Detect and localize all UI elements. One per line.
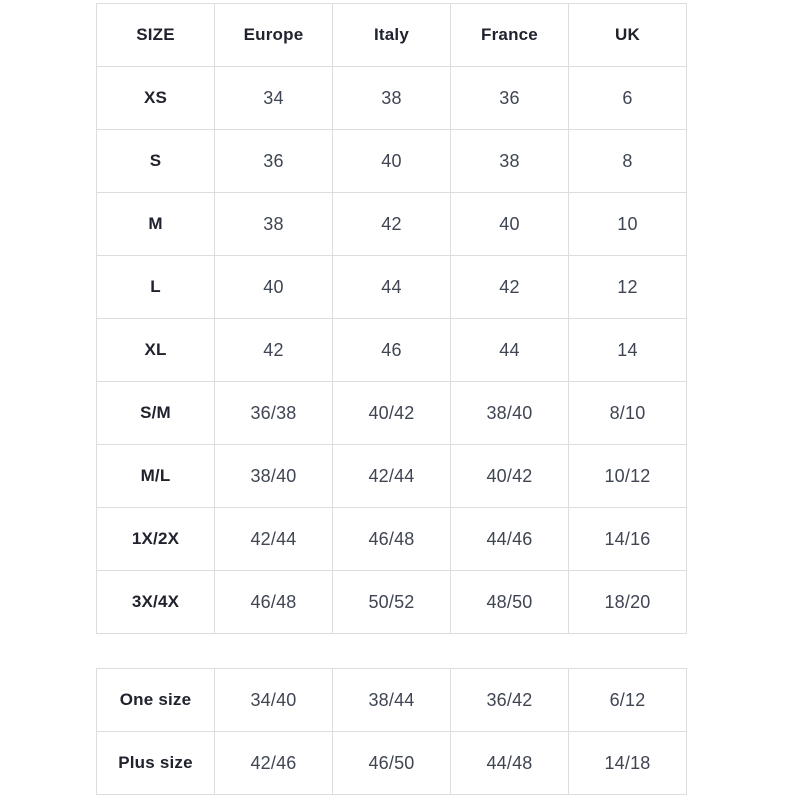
special-sizes-table <box>96 668 687 795</box>
column-header-italy: Italy <box>333 4 451 67</box>
uk-value: 14 <box>569 319 687 382</box>
uk-value: 6 <box>569 67 687 130</box>
size-label: S/M <box>97 382 215 445</box>
europe-value: 38/40 <box>215 445 333 508</box>
europe-value: 46/48 <box>215 571 333 634</box>
uk-value: 18/20 <box>569 571 687 634</box>
size-label: M <box>97 193 215 256</box>
column-header-france: France <box>451 4 569 67</box>
europe-value: 36/38 <box>215 382 333 445</box>
size-label: One size <box>97 669 215 732</box>
column-header-europe: Europe <box>215 4 333 67</box>
italy-value: 40 <box>333 130 451 193</box>
europe-value: 42/46 <box>215 732 333 795</box>
size-label: 1X/2X <box>97 508 215 571</box>
europe-value: 36 <box>215 130 333 193</box>
table-row-s <box>97 130 687 193</box>
table-row-ml <box>97 445 687 508</box>
size-conversion-table <box>96 3 687 634</box>
uk-value: 8 <box>569 130 687 193</box>
table-row-l <box>97 256 687 319</box>
italy-value: 50/52 <box>333 571 451 634</box>
europe-value: 34 <box>215 67 333 130</box>
italy-value: 42/44 <box>333 445 451 508</box>
europe-value: 42 <box>215 319 333 382</box>
italy-value: 38/44 <box>333 669 451 732</box>
column-header-uk: UK <box>569 4 687 67</box>
uk-value: 6/12 <box>569 669 687 732</box>
france-value: 38 <box>451 130 569 193</box>
france-value: 44 <box>451 319 569 382</box>
france-value: 42 <box>451 256 569 319</box>
italy-value: 46/48 <box>333 508 451 571</box>
uk-value: 12 <box>569 256 687 319</box>
size-label: L <box>97 256 215 319</box>
italy-value: 40/42 <box>333 382 451 445</box>
france-value: 40/42 <box>451 445 569 508</box>
france-value: 44/48 <box>451 732 569 795</box>
france-value: 44/46 <box>451 508 569 571</box>
france-value: 38/40 <box>451 382 569 445</box>
table-row-plus-size <box>97 732 687 795</box>
europe-value: 42/44 <box>215 508 333 571</box>
uk-value: 10 <box>569 193 687 256</box>
size-label: XL <box>97 319 215 382</box>
italy-value: 46 <box>333 319 451 382</box>
italy-value: 44 <box>333 256 451 319</box>
table-row-one-size <box>97 669 687 732</box>
uk-value: 14/16 <box>569 508 687 571</box>
uk-value: 8/10 <box>569 382 687 445</box>
table-row-3x4x <box>97 571 687 634</box>
france-value: 48/50 <box>451 571 569 634</box>
header-row <box>97 4 687 67</box>
size-label: 3X/4X <box>97 571 215 634</box>
table-row-sm <box>97 382 687 445</box>
size-label: Plus size <box>97 732 215 795</box>
italy-value: 42 <box>333 193 451 256</box>
france-value: 36 <box>451 67 569 130</box>
italy-value: 38 <box>333 67 451 130</box>
europe-value: 38 <box>215 193 333 256</box>
table-row-xl <box>97 319 687 382</box>
size-label: M/L <box>97 445 215 508</box>
uk-value: 10/12 <box>569 445 687 508</box>
europe-value: 40 <box>215 256 333 319</box>
table-row-xs <box>97 67 687 130</box>
size-label: S <box>97 130 215 193</box>
france-value: 40 <box>451 193 569 256</box>
column-header-size: SIZE <box>97 4 215 67</box>
europe-value: 34/40 <box>215 669 333 732</box>
italy-value: 46/50 <box>333 732 451 795</box>
table-row-1x2x <box>97 508 687 571</box>
table-row-m <box>97 193 687 256</box>
france-value: 36/42 <box>451 669 569 732</box>
size-label: XS <box>97 67 215 130</box>
uk-value: 14/18 <box>569 732 687 795</box>
